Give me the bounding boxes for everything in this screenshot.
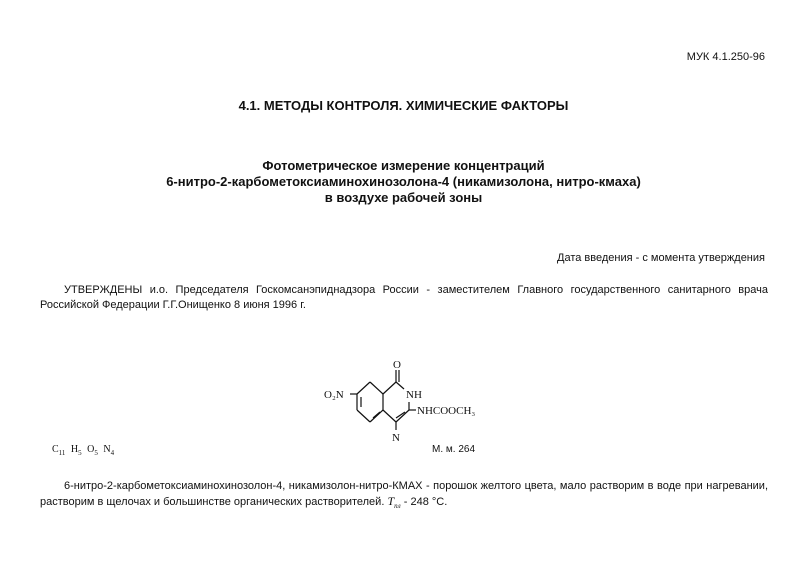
structural-formula — [320, 352, 510, 442]
title-line-1: Фотометрическое измерение концентраций — [262, 158, 545, 173]
bond-line — [370, 382, 383, 394]
bond-line — [357, 382, 370, 394]
atom-nh-label: NH — [406, 389, 422, 401]
melting-point-value: - 248 °С. — [403, 496, 448, 508]
bond-line — [396, 382, 404, 389]
bond-line — [370, 410, 383, 422]
title-line-2: 6-нитро-2-карбометоксиаминохинозолона-4 (никамизолона, нитро-кмаха) — [166, 174, 641, 189]
formula-carbon: $C_{11}$ — [52, 444, 66, 457]
section-title: 4.1. МЕТОДЫ КОНТРОЛЯ. ХИМИЧЕСКИЕ ФАКТОРЫ — [238, 98, 569, 113]
description-text: 6-нитро-2-карбометоксиаминохинозолон-4, никамизолон-нитро-КМАХ - порошок желтого цвета, мало растворим в воде при нагревании, растворим в щелочах и большинстве органических растворителей. — [40, 480, 768, 508]
formula-oxygen: $O_5$ — [87, 444, 98, 457]
atom-nitrogen-label: N — [392, 432, 400, 442]
bond-line — [373, 412, 380, 418]
atom-nitro-label: O₂N — [324, 389, 344, 401]
atom-oxygen-label: O — [393, 359, 401, 371]
atom-side-chain-label: NHCOOCH₃ — [417, 405, 476, 417]
document-code: МУК 4.1.250-96 — [686, 51, 765, 63]
bond-line — [357, 410, 370, 422]
introduction-date: Дата введения - с момента утверждения — [557, 252, 765, 264]
title-line-3: в воздухе рабочей зоны — [324, 190, 483, 205]
description-paragraph — [40, 479, 768, 514]
formula-nitrogen: $N_4$ — [103, 444, 115, 457]
formula-hydrogen: $H_5$ — [70, 444, 82, 457]
bond-line — [383, 410, 396, 422]
molecular-formula — [52, 444, 117, 455]
document-title — [0, 158, 807, 206]
molar-mass: М. м. 264 — [432, 444, 476, 455]
melting-point-symbol: $T_{пл}$ — [387, 494, 401, 510]
approval-paragraph: УТВЕРЖДЕНЫ и.о. Председателя Госкомсанэпиднадзора России - заместителем Главного государственного санитарного врача Российской Федерации Г.Г.Онищенко 8 июня 1996 г. — [40, 284, 768, 311]
bond-line — [383, 382, 396, 394]
